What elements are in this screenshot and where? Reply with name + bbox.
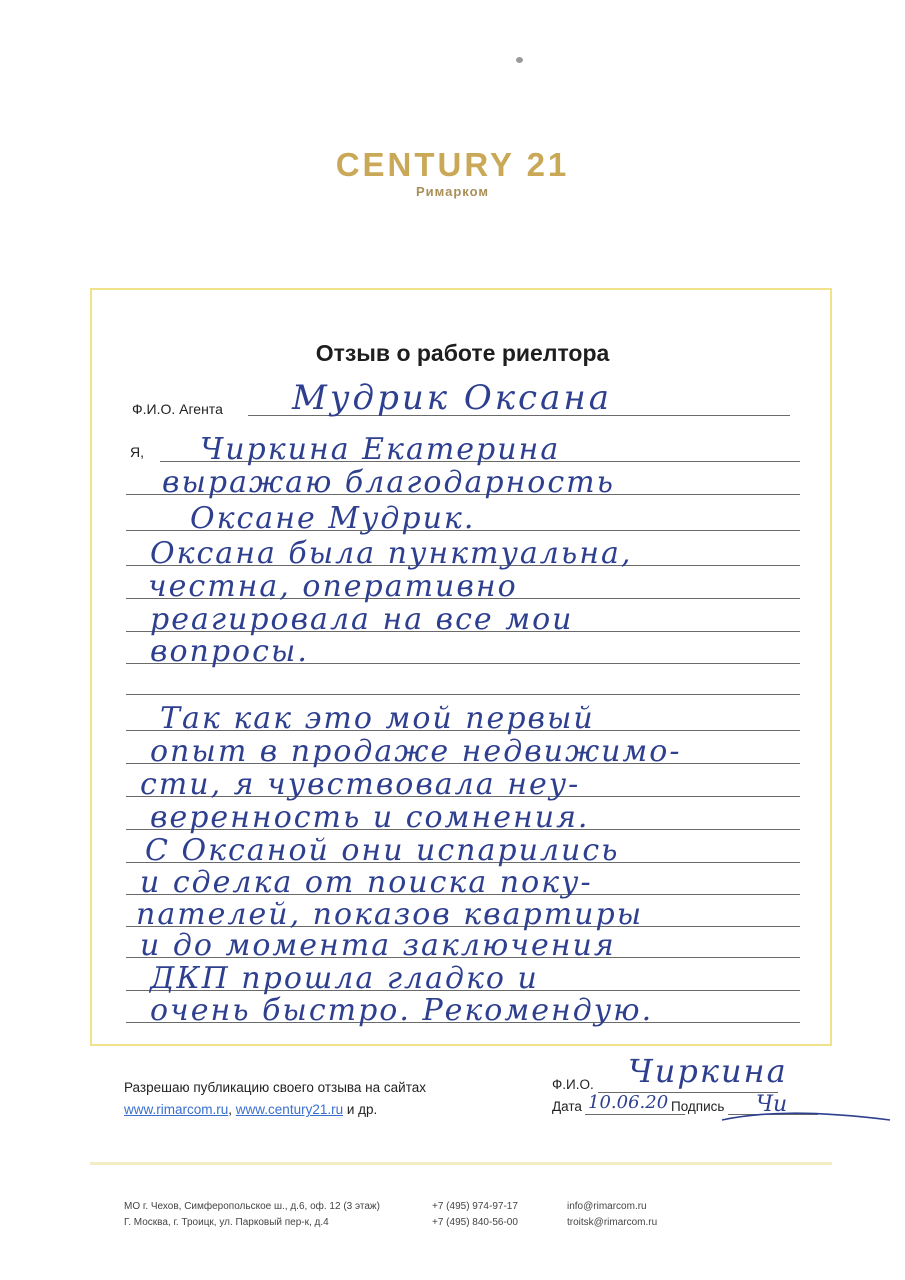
brand-sublogo: Римарком xyxy=(416,184,489,199)
review-handwritten-line: реагировала на все мои xyxy=(150,602,574,637)
review-handwritten-line: С Оксаной они испарились xyxy=(145,833,620,868)
review-handwritten-line: и до момента заключения xyxy=(140,928,616,963)
footer-divider xyxy=(90,1162,832,1165)
contact-emails xyxy=(567,1199,657,1231)
review-handwritten-line: ДКП прошла гладко и xyxy=(150,961,539,996)
address-troitsk: Г. Москва, г. Троицк, ул. Парковый пер-к, д.4 xyxy=(124,1217,329,1228)
signature-handwritten: Чи xyxy=(756,1092,788,1117)
review-handwritten-line: веренность и сомнения. xyxy=(150,800,590,835)
email-2: troitsk@rimarcom.ru xyxy=(567,1217,658,1228)
email-1: info@rimarcom.ru xyxy=(567,1201,647,1212)
rimarcom-link[interactable]: www.rimarcom.ru xyxy=(124,1102,229,1117)
contact-addresses xyxy=(124,1199,380,1231)
date-handwritten: 10.06.20 xyxy=(588,1092,669,1113)
signature-label: Подпись xyxy=(671,1099,725,1114)
review-handwritten-line: и сделка от поиска поку- xyxy=(140,865,593,900)
phone-1: +7 (495) 974-97-17 xyxy=(432,1201,518,1212)
review-handwritten-line: Так как это мой первый xyxy=(160,701,595,736)
review-line xyxy=(126,694,800,695)
fio-label: Ф.И.О. xyxy=(552,1077,594,1092)
review-handwritten-line: опыт в продаже недвижимо- xyxy=(150,734,682,769)
address-chekhov: МО г. Чехов, Симферопольское ш., д.6, оф. 12 (3 этаж) xyxy=(124,1201,380,1212)
century21-link[interactable]: www.century21.ru xyxy=(235,1102,344,1117)
agent-label: Ф.И.О. Агента xyxy=(132,401,223,417)
sites-etc: и др. xyxy=(346,1102,378,1117)
i-label: Я, xyxy=(130,444,144,460)
form-title: Отзыв о работе риелтора xyxy=(315,340,610,366)
scan-speck xyxy=(516,57,523,63)
signature-stroke xyxy=(720,1098,900,1128)
contact-phones xyxy=(432,1199,518,1231)
review-handwritten-line: Оксана была пунктуальна, xyxy=(150,536,633,571)
brand-logo: CENTURY 21 xyxy=(335,146,570,183)
consent-sites xyxy=(124,1099,426,1121)
date-label: Дата xyxy=(552,1099,582,1114)
publication-consent xyxy=(124,1077,426,1121)
review-handwritten-line: честна, оперативно xyxy=(148,569,518,604)
review-handwritten-line: вопросы. xyxy=(150,634,309,669)
review-handwritten-line: сти, я чувствовала неу- xyxy=(140,767,581,802)
sites-separator: , xyxy=(228,1102,233,1117)
fio-handwritten: Чиркина xyxy=(628,1052,788,1090)
agent-name-handwritten: Мудрик Оксана xyxy=(292,378,613,418)
consent-text: Разрешаю публикацию своего отзыва на сайтах xyxy=(124,1080,426,1095)
phone-2: +7 (495) 840-56-00 xyxy=(432,1217,518,1228)
date-line xyxy=(585,1114,685,1115)
review-handwritten-line: пателей, показов квартиры xyxy=(136,897,644,932)
review-handwritten-line: выражаю благодарность xyxy=(162,465,615,500)
review-handwritten-line: Чиркина Екатерина xyxy=(200,432,561,467)
review-handwritten-line: очень быстро. Рекомендую. xyxy=(150,993,654,1028)
review-handwritten-line: Оксане Мудрик. xyxy=(190,501,476,536)
